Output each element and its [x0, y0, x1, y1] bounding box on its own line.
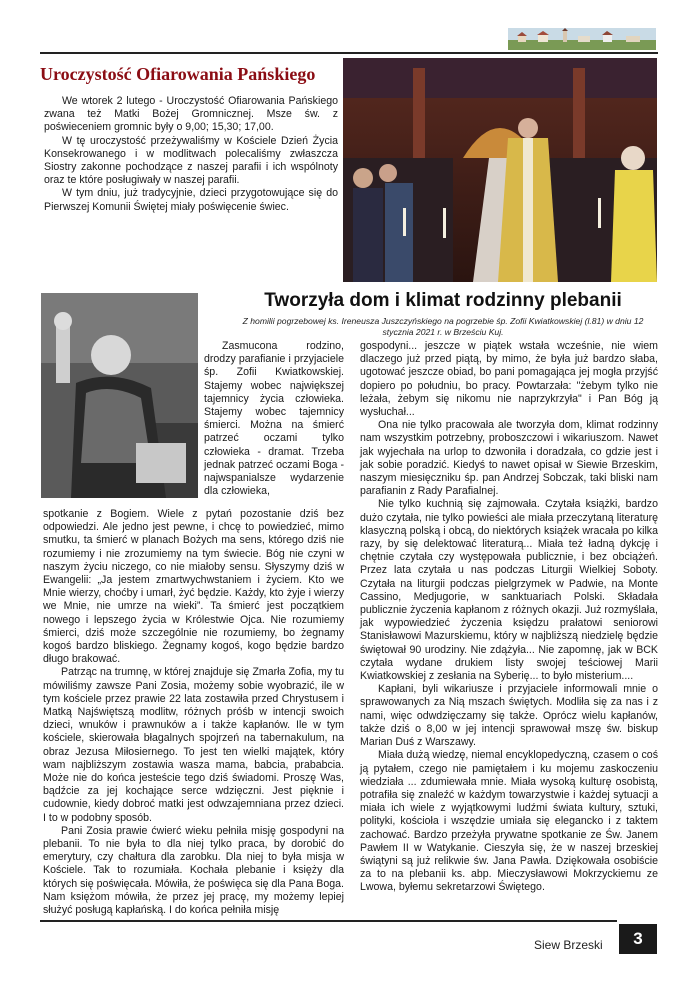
article-column-left	[43, 508, 344, 917]
header-thumbnail-photo	[508, 28, 656, 50]
paragraph: Zasmucona rodzino, drodzy parafianie i przyjaciele śp. Zofii Kwiatkowskiej. Stajemy wobec największej tajemnicy życia człowieka. Stajemy wobec tajemnicy śmierci. Można na śmierć patrzeć oczami tylko człowieka - dramat. Trzeba jednak patrzeć oczami Boga - najwspanialsze wydarzenie dla człowieka,	[204, 340, 344, 498]
paragraph: Kapłani, byli wikariusze i przyjaciele informowali mnie o sprawowanych za Nią mszach świętych. Modliła się za nas i z nami, więc odwdzięczamy się także. Oprócz wielu kapłanów, także dziś o 8,00 w jej intencji sprawował mszę św. biskup Marian Duś z Warszawy.	[360, 683, 658, 749]
paragraph: W tym dniu, już tradycyjnie, dzieci przygotowujące się do Pierwszej Komunii Świętej miały poświęcenie świec.	[44, 187, 338, 213]
section-title: Uroczystość Ofiarowania Pańskiego	[40, 64, 316, 84]
top-divider	[40, 52, 658, 54]
paragraph: Pani Zosia prawie ćwierć wieku pełniła misję gospodyni na plebanii. To nie była to dla niej tylko praca, by dorobić do emerytury, czy chałtura dla zarobku. Dla niej to była misja w Kościele. Tak to rozumiała. Kochała plebanie i księży dla których się poświęcała. Mówiła, że poświęca się dla Pana Boga. Nam księżom mówiła, że przez jej pracę, my możemy lepiej służyć posługą kapłańską. I do końca pełniła misję	[43, 824, 344, 917]
portrait-photo	[41, 293, 198, 498]
article-column-right	[360, 340, 658, 895]
page-number: 3	[619, 924, 657, 954]
paragraph: Patrząc na trumnę, w której znajduje się Zmarła Zofia, my tu mówiliśmy zawsze Pani Zosia, możemy sobie wyobrazić, ile w tym kościele przez prawie 22 lata zostawiła przed Chrystusem i Matką Najświętszą modlitw, różnych próśb w intencji swoich dzieci, wnuków i prawnuków a i także kapłanów. Ile w tym kościele, skierowała błagalnych spojrzeń na tabernakulum, na obraz Jezusa Miłosiernego. To jest ten wielki majątek, który wam najbliższym zostawia wasza mama, babcia, prababcia. Może nie do końca jesteście tego dziś świadomi. Proszę Was, bądźcie za jej kochające serce wdzięczni. Jest pięknie i cudownie, kiedy dobroć matki jest odwzajemniana przez dzieci. I to w podobny sposób.	[43, 666, 344, 824]
article-subtitle: Z homilii pogrzebowej ks. Ireneusza Juszczyńskiego na pogrzebie śp. Zofii Kwiatkowskiej (l.81) w dniu 12 stycznia 2021 r. w Brześciu Kuj.	[242, 316, 644, 337]
publication-name: Siew Brzeski	[534, 938, 603, 952]
paragraph: gospodyni... jeszcze w piątek wstała wcześnie, nie wiem dlaczego już przed piątą, by mimo, że była już bardzo słaba, ugotować jeszcze obiad, bo pani pomagająca jej mogła przyjść dopiero po południu, bo pracy. Powtarzała: "żebym tylko nie leżała, żebym się nikomu nie naprzykrzyła" i Pan Bóg ją wysłuchał...	[360, 340, 658, 419]
paragraph: Nie tylko kuchnią się zajmowała. Czytała książki, bardzo dużo czytała, nie tylko powieści ale miała przeczytaną literaturę klasyczną polską i obcą, do niektórych książek wracała po kilka razy, by się delektować literaturą... Miała też ładną dykcję i chętnie czytała czy występowała publicznie, i bez obciążeń. Przez lata czytała u nas podczas Liturgii Wielkiej Soboty. Czytała na liturgii podczas pielgrzymek w Padwie, na Monte Cassino, Medjugorie, w sanktuariach Polski. Składała publicznie życzenia kapłanom z różnych okazji. Już rozmyślała, jak wypowiedzieć życzenia księdzu prałatowi seniorowi Stanisławowi Mazurskiemu, który w najbliższą niedzielę będzie świętował 90 urodziny. Nie zdążyła... Nie zapomnę, jak w BCK czytała wydane drukiem listy swojej teściowej Marii Kwiatkowskiej z zesłania na Syberię... to było misterium....	[360, 498, 658, 683]
church-ceremony-photo	[343, 58, 657, 282]
paragraph: W tę uroczystość przeżywaliśmy w Kościele Dzień Życia Konsekrowanego i w modlitwach polecaliśmy zwłaszcza Siostry zakonne pochodzące z naszej parafii i ich wspólnoty oraz te które posługiwały w naszej parafii.	[44, 134, 338, 187]
article-title: Tworzyła dom i klimat rodzinny plebanii	[264, 290, 622, 311]
paragraph: We wtorek 2 lutego - Uroczystość Ofiarowania Pańskiego zwana też Matki Bożej Gromnicznej. Msze św. z poświeceniem gromnic były o 9,00; 15,30; 17,00.	[44, 95, 338, 134]
paragraph: Miała dużą wiedzę, niemal encyklopedyczną, czasem o coś ją pytałem, czego nie pamiętałem i ku mojemu zaskoczeniu wiedziała ... zdumiewała mnie. Miała wysoką kulturę osobistą, potrafiła się znaleźć w każdym towarzystwie i każdej sytuacji a miała ich wiele z wyjątkowymi ludźmi świata kultury, sztuki, polityki, kościoła i wszędzie umiała się elegancko i z taktem zachować. Bardzo przeżyła prywatne spotkanie ze Św. Janem Pawłem II w Watykanie. Cieszyła się, że w naszej brzeskiej świątyni są już relikwie św. Jana Pawła. Dziękowała osobiście za to na plebanii ks. abp. Mieczysławowi Mokrzyckiemu ze Lwowa, byłemu sekretarzowi Świętego.	[360, 749, 658, 894]
paragraph: Ona nie tylko pracowała ale tworzyła dom, klimat rodzinny nam wszystkim potrzebny, proboszczowi i wikariuszom. Nawet jak wyjechała na urlop to dzwoniła i doradzała, co gdzie jest i jak sobie poradzić. Kiedyś to nawet opisał w Siewie Brzeskim, naszym miesięczniku śp. pan Andrzej Sobczak, taki bliski nam parafianin z Rady Parafialnej.	[360, 419, 658, 498]
paragraph: spotkanie z Bogiem. Wiele z pytań pozostanie dziś bez odpowiedzi. Ale jedno jest pewne, i chcę to powiedzieć, mimo smutku, ta śmierć w planach Bożych ma sens, którego dziś nie rozumiemy i nie zrozumiemy na tym świecie. Bóg nie czyni w naszym życiu niczego, co nie miałoby sensu. Słyszymy dziś w Ewangelii: „Ja jestem zmartwychwstaniem i życiem. Kto we Mnie wierzy, choćby i umarł, żyć będzie. Każdy, kto żyje i wierzy we Mnie, nie umrze na wieki”. Ta śmierć jest początkiem nowego i lepszego życia w Królestwie Ojca. Nie rozumiemy śmierci, dziś może szczególnie nie rozumiemy, bo żegnamy kogoś bardzo bliskiego. Żegnamy kogoś, kogo będzie bardzo długo brakować.	[43, 508, 344, 666]
section-body	[44, 95, 338, 214]
article-column-left-top	[204, 340, 344, 498]
bottom-divider	[40, 920, 617, 922]
